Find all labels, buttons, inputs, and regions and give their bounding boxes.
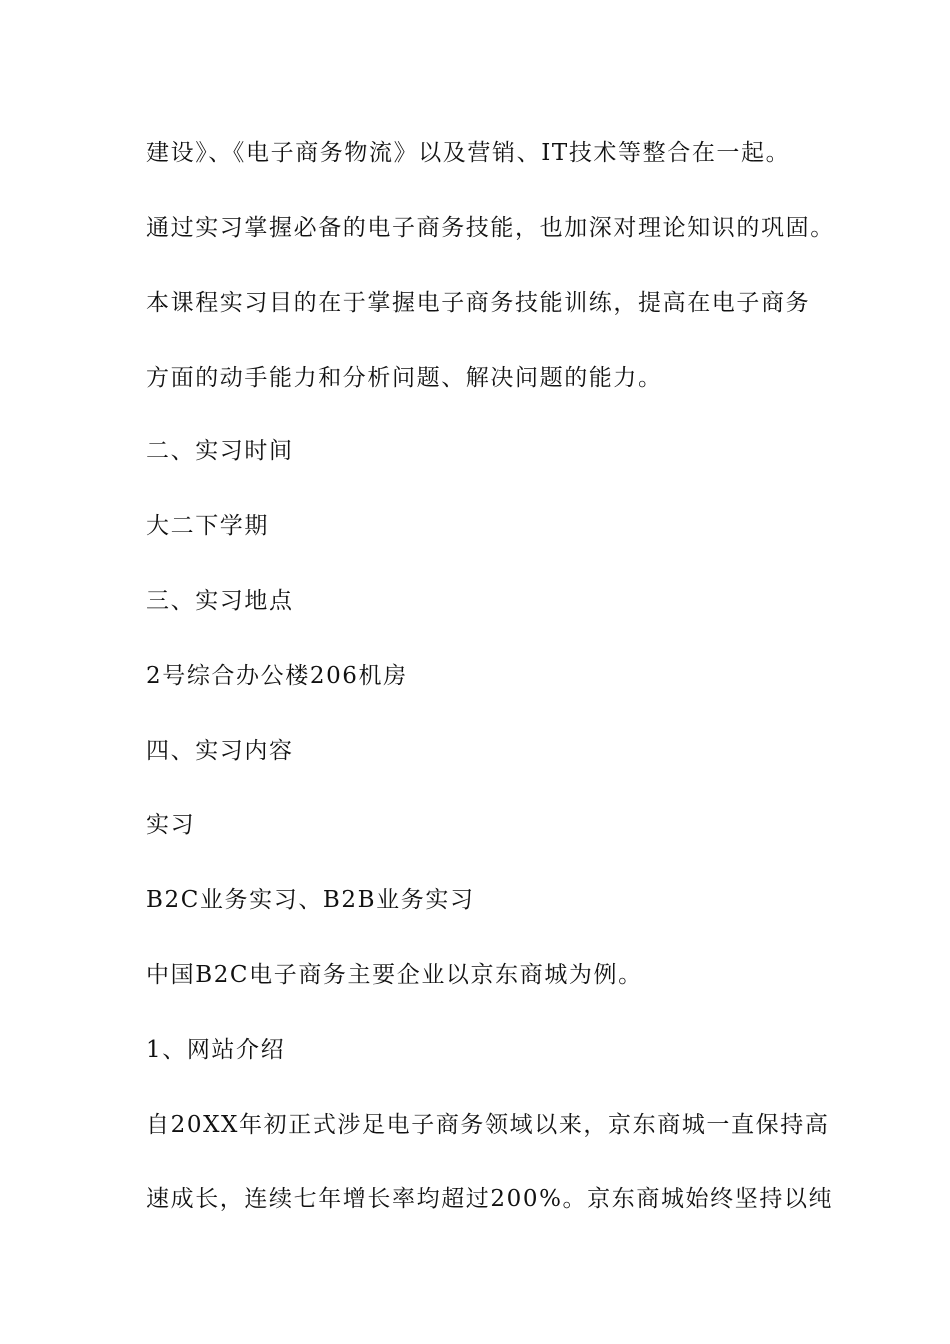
paragraph-line: 中国B2C电子商务主要企业以京东商城为例。 bbox=[146, 962, 643, 988]
paragraph-line: 方面的动手能力和分析问题、解决问题的能力。 bbox=[146, 365, 663, 391]
section-heading: 三、实习地点 bbox=[146, 588, 294, 614]
section-heading: 四、实习内容 bbox=[146, 738, 294, 764]
paragraph-line: 速成长，连续七年增长率均超过200%。京东商城始终坚持以纯 bbox=[146, 1186, 834, 1212]
paragraph-line: 本课程实习目的在于掌握电子商务技能训练，提高在电子商务 bbox=[146, 290, 811, 316]
paragraph-line: 实习 bbox=[146, 812, 196, 838]
paragraph-line: 大二下学期 bbox=[146, 513, 269, 539]
paragraph-line: 通过实习掌握必备的电子商务技能，也加深对理论知识的巩固。 bbox=[146, 215, 835, 241]
subsection-heading: 1、网站介绍 bbox=[146, 1037, 286, 1063]
section-heading: 二、实习时间 bbox=[146, 438, 294, 464]
paragraph-line: 自20XX年初正式涉足电子商务领域以来，京东商城一直保持高 bbox=[146, 1112, 830, 1138]
paragraph-line: 2号综合办公楼206机房 bbox=[146, 663, 408, 689]
paragraph-line: B2C业务实习、B2B业务实习 bbox=[146, 887, 475, 913]
paragraph-line: 建设》、《电子商务物流》以及营销、IT技术等整合在一起。 bbox=[146, 140, 791, 166]
